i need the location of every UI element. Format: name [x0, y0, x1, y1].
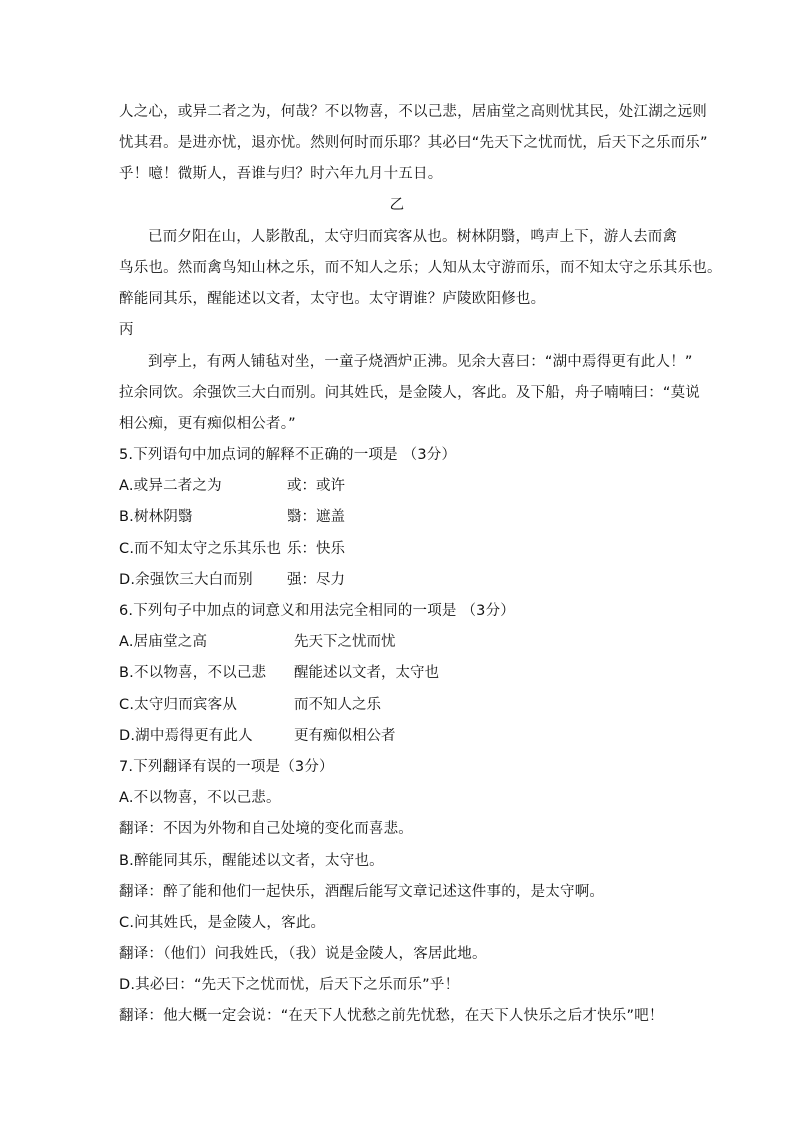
- q5-option-c-explanation: 乐：快乐: [287, 541, 345, 557]
- heading-bing: 丙: [119, 322, 134, 338]
- q7-option-a: A.不以物喜，不以己悲。: [119, 790, 281, 806]
- q5-option-d-explanation: 强：尽力: [287, 572, 345, 588]
- question-6-stem: 6.下列句子中加点的词意义和用法完全相同的一项是 （3分）: [119, 603, 515, 619]
- q7-translation-b: 翻译：醉了能和他们一起快乐，酒醒后能写文章记述这件事的，是太守啊。: [119, 884, 605, 900]
- q6-option-c-compare: 而不知人之乐: [294, 697, 381, 713]
- q7-translation-d: 翻译：他大概一定会说：“在天下人忧愁之前先忧愁，在天下人快乐之后才快乐”吧！: [119, 1008, 664, 1024]
- q5-option-d: D.余强饮三大白而别: [119, 572, 253, 588]
- q7-option-b: B.醉能同其乐，醒能述以文者，太守也。: [119, 853, 384, 869]
- passage-bing-line-1: 到亭上，有两人铺毡对坐，一童子烧酒炉正沸。见余大喜曰：“湖中焉得更有此人！”: [148, 354, 693, 370]
- q5-option-b-explanation: 翳：遮盖: [287, 509, 345, 525]
- q7-translation-c: 翻译：（他们）问我姓氏，（我）说是金陵人，客居此地。: [119, 946, 487, 962]
- passage-bing-line-2: 拉余同饮。余强饮三大白而别。问其姓氏，是金陵人，客此。及下船，舟子喃喃曰：“莫说: [119, 385, 701, 401]
- heading-yi: 乙: [389, 197, 405, 213]
- q7-option-d: D.其必曰：“先天下之忧而忧，后天下之乐而乐”乎！: [119, 977, 460, 993]
- q6-option-d-compare: 更有痴似相公者: [294, 728, 396, 744]
- passage-jia-line-3: 乎！噫！微斯人，吾谁与归？时六年九月十五日。: [119, 166, 443, 182]
- question-7-stem: 7.下列翻译有误的一项是（3分）: [119, 759, 334, 775]
- passage-yi-line-2: 鸟乐也。然而禽鸟知山林之乐，而不知人之乐；人知从太守游而乐，而不知太守之乐其乐也。: [119, 260, 722, 276]
- q6-option-d: D.湖中焉得更有此人: [119, 728, 253, 744]
- question-5-stem: 5.下列语句中加点词的解释不正确的一项是 （3分）: [119, 447, 457, 463]
- passage-yi-line-1: 已而夕阳在山，人影散乱，太守归而宾客从也。树林阴翳，鸣声上下，游人去而禽: [148, 229, 678, 245]
- q6-option-a: A.居庙堂之高: [119, 634, 208, 650]
- passage-bing-line-3: 相公痴，更有痴似相公者。”: [119, 416, 296, 432]
- passage-jia-line-1: 人之心，或异二者之为，何哉？不以物喜，不以己悲，居庙堂之高则忧其民，处江湖之远则: [119, 104, 707, 120]
- q7-translation-a: 翻译：不因为外物和自己处境的变化而喜悲。: [119, 821, 413, 837]
- q5-option-a-explanation: 或：或许: [287, 478, 345, 494]
- q5-option-b: B.树林阴翳: [119, 509, 193, 525]
- q5-option-c: C.而不知太守之乐其乐也: [119, 541, 282, 557]
- passage-yi-line-3: 醉能同其乐，醒能述以文者，太守也。太守谓谁？庐陵欧阳修也。: [119, 291, 546, 307]
- q6-option-a-compare: 先天下之忧而忧: [294, 634, 396, 650]
- q6-option-b-compare: 醒能述以文者，太守也: [294, 665, 439, 681]
- passage-jia-line-2: 忧其君。是进亦忧，退亦忧。然则何时而乐耶？其必曰“先天下之忧而忧，后天下之乐而乐”: [119, 135, 708, 151]
- q7-option-c: C.问其姓氏，是金陵人，客此。: [119, 915, 326, 931]
- q6-option-b: B.不以物喜，不以己悲: [119, 665, 267, 681]
- q6-option-c: C.太守归而宾客从: [119, 697, 238, 713]
- q5-option-a: A.或异二者之为: [119, 478, 222, 494]
